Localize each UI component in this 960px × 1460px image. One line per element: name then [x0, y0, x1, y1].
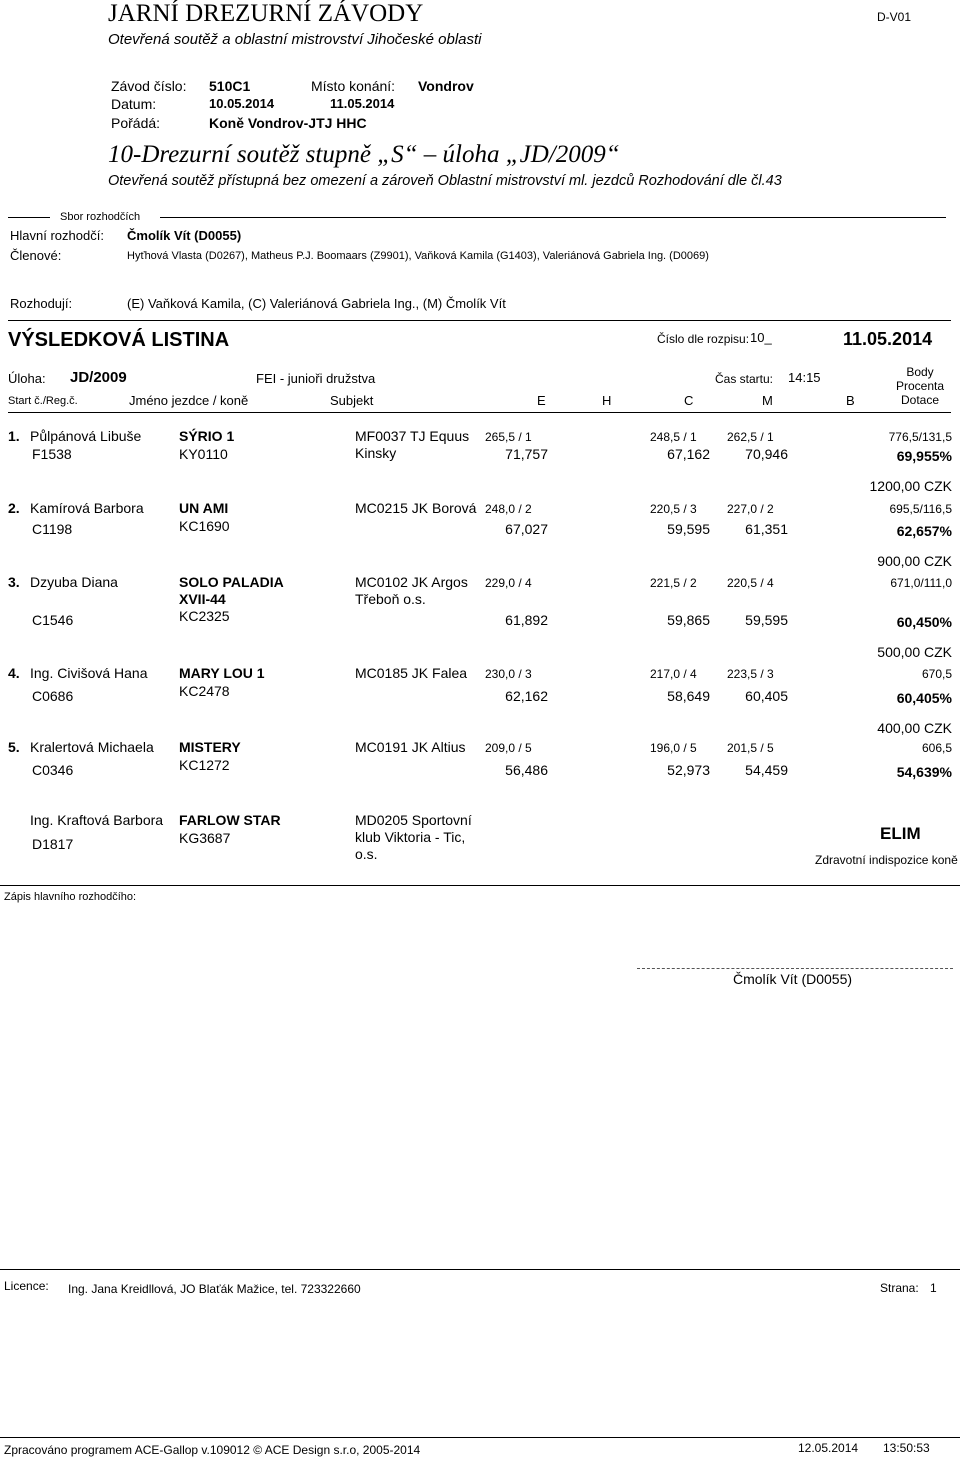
subject: MC0185 JK Falea: [355, 665, 468, 681]
rozpis-no: 10_: [750, 330, 772, 345]
c-score: 217,0 / 4: [650, 667, 697, 681]
horse-name-extra: XVII-44: [179, 591, 226, 607]
col-body-group: [885, 365, 955, 407]
c-score: 248,5 / 1: [650, 430, 697, 444]
rozpis-label: Číslo dle rozpisu:: [657, 332, 750, 346]
rank: 3.: [8, 574, 20, 590]
rank: 5.: [8, 739, 20, 755]
elim-rider-reg: D1817: [32, 836, 74, 852]
rider-name: Půlpánová Libuše: [30, 428, 142, 444]
e-score: 229,0 / 4: [485, 576, 532, 590]
m-score: 227,0 / 2: [727, 502, 774, 516]
col-body: Body: [906, 365, 934, 379]
horse-name: SOLO PALADIA: [179, 574, 284, 590]
total-points: 776,5/131,5: [888, 430, 952, 444]
rider-reg: C0346: [32, 762, 74, 778]
start-time: 14:15: [788, 370, 821, 385]
members: Hyťhová Vlasta (D0267), Matheus P.J. Boomaars (Z9901), Vaňková Kamila (G1403), Valeriánová Gabriela Ing. (D0069): [127, 250, 709, 262]
rank: 1.: [8, 428, 20, 444]
c-percent: 58,649: [667, 688, 710, 704]
horse-reg: KC2478: [179, 683, 230, 699]
task-label: Úloha:: [8, 371, 46, 386]
page-number: 1: [930, 1281, 937, 1295]
date-label: Datum:: [111, 96, 157, 112]
c-percent: 52,973: [667, 762, 710, 778]
rider-reg: F1538: [32, 446, 72, 462]
elim-horse: FARLOW STAR: [179, 812, 281, 828]
rider-name: Kralertová Michaela: [30, 739, 154, 755]
col-start: Start č./Reg.č.: [8, 395, 78, 407]
rider-reg: C1546: [32, 612, 74, 628]
horse-reg: KY0110: [179, 446, 228, 462]
c-score: 220,5 / 3: [650, 502, 697, 516]
head-judge-label: Hlavní rozhodčí:: [10, 228, 104, 243]
venue-label: Místo konání:: [311, 78, 396, 94]
elim-reason: Zdravotní indispozice koně: [815, 853, 958, 867]
m-percent: 59,595: [745, 612, 788, 628]
c-score: 221,5 / 2: [650, 576, 697, 590]
race-no: 510C1: [209, 78, 251, 94]
program-credit: Zpracováno programem ACE-Gallop v.109012 © ACE Design s.r.o, 2005-2014: [4, 1443, 421, 1457]
col-e: E: [537, 393, 546, 408]
horse-name: SÝRIO 1: [179, 428, 235, 444]
e-score: 248,0 / 2: [485, 502, 532, 516]
m-score: 220,5 / 4: [727, 576, 774, 590]
c-score: 196,0 / 5: [650, 741, 697, 755]
print-time: 13:50:53: [883, 1441, 930, 1455]
race-no-label: Závod číslo:: [111, 78, 187, 94]
total-points: 695,5/116,5: [889, 502, 952, 516]
judges-section-label: Sbor rozhodčích: [60, 211, 141, 223]
c-percent: 59,865: [667, 612, 710, 628]
m-score: 223,5 / 3: [727, 667, 774, 681]
total-points: 670,5: [921, 667, 952, 681]
e-percent: 56,486: [505, 762, 548, 778]
e-percent: 62,162: [505, 688, 548, 704]
rider-name: Dzyuba Diana: [30, 574, 118, 590]
m-score: 201,5 / 5: [727, 741, 774, 755]
elim-status: ELIM: [880, 824, 921, 843]
rank: 2.: [8, 500, 20, 516]
percent: 69,955%: [896, 448, 952, 464]
e-score: 230,0 / 3: [485, 667, 532, 681]
subject: MC0191 JK Altius: [355, 739, 466, 755]
col-b: B: [846, 393, 855, 408]
signature: Čmolík Vít (D0055): [733, 971, 853, 987]
prize: 400,00 CZK: [877, 720, 952, 736]
results-title: VÝSLEDKOVÁ LISTINA: [8, 329, 230, 351]
horse-name: UN AMI: [179, 500, 229, 516]
elim-subject: MD0205 Sportovní klub Viktoria - Tic, o.s.: [355, 812, 472, 862]
m-score: 262,5 / 1: [727, 430, 774, 444]
category: FEI - junioři družstva: [256, 371, 376, 386]
subject: MC0215 JK Borová: [355, 500, 477, 516]
horse-reg: KC1690: [179, 518, 230, 534]
rider-name: Kamírová Barbora: [30, 500, 144, 516]
organizer: Koně Vondrov-JTJ HHC: [209, 115, 367, 131]
total-points: 606,5: [921, 741, 952, 755]
e-score: 209,0 / 5: [485, 741, 532, 755]
col-m: M: [762, 393, 773, 408]
rider-name: Ing. Civišová Hana: [30, 665, 148, 681]
m-percent: 60,405: [745, 688, 788, 704]
start-time-label: Čas startu:: [715, 372, 774, 386]
col-dotace: Dotace: [900, 393, 940, 407]
event-subtitle: Otevřená soutěž a oblastní mistrovství Jihočeské oblasti: [108, 31, 482, 48]
doc-code: D-V01: [877, 10, 912, 24]
percent: 62,657%: [896, 523, 952, 539]
notes-label: Zápis hlavního rozhodčího:: [4, 891, 137, 903]
col-h: H: [602, 393, 612, 408]
col-subject: Subjekt: [330, 393, 374, 408]
date-to: 11.05.2014: [330, 96, 395, 111]
horse-name: MARY LOU 1: [179, 665, 265, 681]
percent: 60,450%: [896, 614, 952, 630]
rank: 4.: [8, 665, 20, 681]
page-label: Strana:: [880, 1281, 919, 1295]
subject: MC0102 JK Argos Třeboň o.s.: [355, 574, 468, 607]
prize: 900,00 CZK: [877, 553, 952, 569]
percent: 60,405%: [896, 690, 952, 706]
licence-label: Licence:: [4, 1279, 49, 1293]
competition-subtitle: Otevřená soutěž přístupná bez omezení a zároveň Oblastní mistrovství ml. jezdců Rozhodování dle čl.43: [108, 173, 782, 189]
deciding-label: Rozhodují:: [10, 296, 73, 311]
e-score: 265,5 / 1: [485, 430, 532, 444]
print-date: 12.05.2014: [798, 1441, 859, 1455]
horse-name: MISTERY: [179, 739, 241, 755]
task: JD/2009: [70, 369, 127, 386]
horse-reg: KC2325: [179, 608, 230, 624]
prize: 1200,00 CZK: [869, 478, 952, 494]
rider-reg: C0686: [32, 688, 74, 704]
m-percent: 54,459: [745, 762, 788, 778]
results-date: 11.05.2014: [843, 329, 933, 349]
total-points: 671,0/111,0: [890, 576, 952, 590]
col-procenta: Procenta: [895, 379, 945, 393]
prize: 500,00 CZK: [877, 644, 952, 660]
elim-horse-reg: KG3687: [179, 830, 231, 846]
col-c: C: [684, 393, 694, 408]
head-judge: Čmolík Vít (D0055): [127, 228, 242, 243]
licence: Ing. Jana Kreidllová, JO Blaťák Mažice, tel. 723322660: [68, 1282, 361, 1296]
members-label: Členové:: [10, 248, 62, 263]
venue: Vondrov: [418, 78, 474, 94]
m-percent: 61,351: [745, 521, 788, 537]
m-percent: 70,946: [745, 446, 788, 462]
competition-title: 10-Drezurní soutěž stupně „S“ – úloha „JD/2009“: [108, 141, 620, 168]
date-from: 10.05.2014: [209, 96, 275, 111]
c-percent: 59,595: [667, 521, 710, 537]
elim-rider: Ing. Kraftová Barbora: [30, 812, 164, 828]
col-name: Jméno jezdce / koně: [129, 393, 249, 408]
organizer-label: Pořádá:: [111, 115, 161, 131]
e-percent: 67,027: [505, 521, 548, 537]
deciding: (E) Vaňková Kamila, (C) Valeriánová Gabriela Ing., (M) Čmolík Vít: [127, 296, 506, 311]
e-percent: 71,757: [505, 446, 548, 462]
c-percent: 67,162: [667, 446, 710, 462]
rider-reg: C1198: [32, 521, 73, 537]
horse-reg: KC1272: [179, 757, 230, 773]
percent: 54,639%: [896, 764, 952, 780]
subject: MF0037 TJ Equus Kinsky: [355, 428, 470, 461]
event-title: JARNÍ DREZURNÍ ZÁVODY: [108, 0, 424, 27]
e-percent: 61,892: [505, 612, 548, 628]
